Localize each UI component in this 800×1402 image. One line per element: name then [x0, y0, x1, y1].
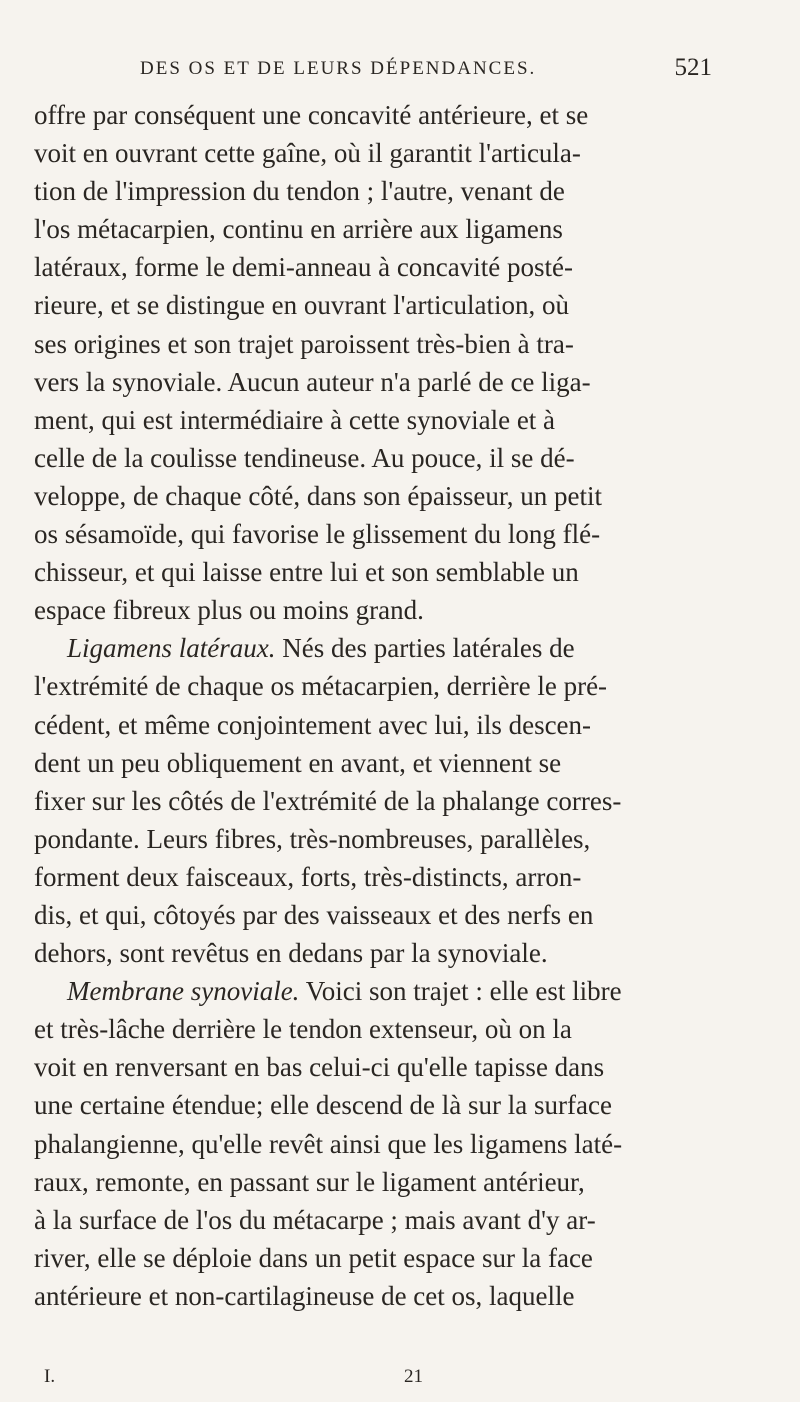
- text-line: [34, 1163, 736, 1201]
- line-text: chisseur, et qui laisse entre lui et son semblable un: [34, 557, 579, 588]
- text-line: [34, 325, 736, 363]
- line-text: Voici son trajet : elle est libre: [299, 976, 622, 1007]
- section-heading: Membrane synoviale.: [67, 976, 300, 1007]
- running-title: DES OS ET DE LEURS DÉPENDANCES.: [140, 58, 537, 79]
- body-text: [34, 96, 736, 1315]
- text-line: [34, 667, 736, 705]
- line-text: tion de l'impression du tendon ; l'autre, venant de: [34, 176, 565, 207]
- line-text: une certaine étendue; elle descend de là sur la surface: [34, 1090, 612, 1121]
- page-footer: [34, 1366, 736, 1396]
- line-text: à la surface de l'os du métacarpe ; mais avant d'y ar-: [34, 1204, 596, 1235]
- line-text: ses origines et son trajet paroissent très-bien à tra-: [34, 328, 574, 359]
- line-text: raux, remonte, en passant sur le ligament antérieur,: [34, 1166, 585, 1197]
- text-line: [34, 1201, 736, 1239]
- text-line: [34, 858, 736, 896]
- text-line: [34, 96, 736, 134]
- line-text: dent un peu obliquement en avant, et viennent se: [34, 747, 562, 778]
- signature-mark-gathering: 21: [404, 1366, 423, 1387]
- text-line: [34, 820, 736, 858]
- text-line: [34, 477, 736, 515]
- line-text: os sésamoïde, qui favorise le glissement du long flé-: [34, 519, 601, 550]
- text-line: [34, 1277, 736, 1315]
- text-line: [34, 591, 736, 629]
- line-text: fixer sur les côtés de l'extrémité de la phalange corres-: [34, 785, 622, 816]
- running-header: [100, 56, 720, 90]
- page-number: 521: [674, 54, 712, 81]
- text-line: [34, 972, 736, 1010]
- text-line: [34, 1010, 736, 1048]
- line-text: dehors, sont revêtus en dedans par la synoviale.: [34, 938, 548, 969]
- line-text: latéraux, forme le demi-anneau à concavité posté-: [34, 252, 573, 283]
- line-text: cédent, et même conjointement avec lui, ils descen-: [34, 709, 592, 740]
- text-line: [34, 248, 736, 286]
- text-line: [34, 706, 736, 744]
- line-text: espace fibreux plus ou moins grand.: [34, 595, 424, 626]
- line-text: dis, et qui, côtoyés par des vaisseaux et des nerfs en: [34, 899, 594, 930]
- line-text: voit en ouvrant cette gaîne, où il garantit l'articula-: [34, 138, 581, 169]
- line-text: celle de la coulisse tendineuse. Au pouce, il se dé-: [34, 442, 575, 473]
- text-line: [34, 1048, 736, 1086]
- text-line: [34, 286, 736, 324]
- line-text: voit en renversant en bas celui-ci qu'elle tapisse dans: [34, 1052, 605, 1083]
- text-line: [34, 744, 736, 782]
- line-text: l'extrémité de chaque os métacarpien, derrière le pré-: [34, 671, 608, 702]
- line-text: veloppe, de chaque côté, dans son épaisseur, un petit: [34, 480, 602, 511]
- text-line: [34, 515, 736, 553]
- text-line: [34, 1086, 736, 1124]
- line-text: offre par conséquent une concavité antérieure, et se: [34, 100, 589, 130]
- text-line: [34, 1125, 736, 1163]
- text-line: [34, 896, 736, 934]
- section-heading: Ligamens latéraux.: [67, 633, 276, 664]
- line-text: ment, qui est intermédiaire à cette synoviale et à: [34, 404, 556, 435]
- text-line: [34, 553, 736, 591]
- line-text: antérieure et non-cartilagineuse de cet os, laquelle: [34, 1280, 575, 1311]
- line-text: l'os métacarpien, continu en arrière aux ligamens: [34, 214, 563, 245]
- text-line: [34, 629, 736, 667]
- text-line: [34, 782, 736, 820]
- text-line: [34, 401, 736, 439]
- line-text: vers la synoviale. Aucun auteur n'a parlé de ce liga-: [34, 366, 591, 397]
- line-text: phalangienne, qu'elle revêt ainsi que les ligamens laté-: [34, 1128, 623, 1159]
- line-text: et très-lâche derrière le tendon extenseur, où on la: [34, 1014, 572, 1045]
- line-text: forment deux faisceaux, forts, très-distincts, arron-: [34, 861, 582, 892]
- line-text: river, elle se déploie dans un petit espace sur la face: [34, 1242, 593, 1273]
- text-line: [34, 210, 736, 248]
- text-line: [34, 1239, 736, 1277]
- line-text: Nés des parties latérales de: [275, 633, 575, 664]
- text-line: [34, 134, 736, 172]
- line-text: pondante. Leurs fibres, très-nombreuses, parallèles,: [34, 823, 591, 854]
- text-line: [34, 363, 736, 401]
- signature-mark-volume: I.: [44, 1366, 56, 1387]
- line-text: rieure, et se distingue en ouvrant l'articulation, où: [34, 290, 569, 321]
- text-line: [34, 439, 736, 477]
- text-line: [34, 172, 736, 210]
- text-line: [34, 934, 736, 972]
